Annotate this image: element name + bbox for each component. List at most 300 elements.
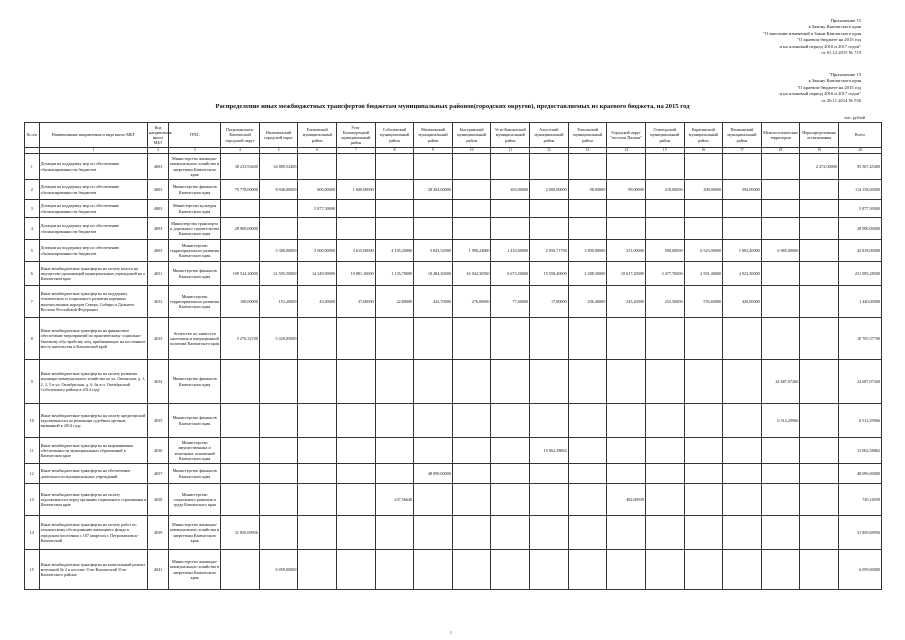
amount-cell xyxy=(414,360,453,404)
amount-cell xyxy=(221,240,260,262)
transfer-code: 4039 xyxy=(148,516,169,550)
amount-cell xyxy=(530,484,569,516)
amount-cell xyxy=(530,360,569,404)
amount-cell xyxy=(452,550,491,590)
amount-cell xyxy=(375,438,414,464)
amount-cell xyxy=(568,154,607,180)
column-header: Нераспределенные ассигнования xyxy=(800,123,839,148)
amount-cell: 108,00000 xyxy=(221,286,260,318)
amount-cell: 422,70000 xyxy=(414,286,453,318)
amount-cell xyxy=(800,550,839,590)
table-row xyxy=(25,318,882,360)
amount-cell xyxy=(530,218,569,240)
header-line: "О краевом бюджете на 2015 год xyxy=(797,84,861,90)
amount-cell xyxy=(452,404,491,438)
amount-cell xyxy=(723,404,762,438)
amount-cell xyxy=(684,154,723,180)
transfer-code: 4036 xyxy=(148,438,169,464)
amount-cell xyxy=(337,516,376,550)
transfer-code: 4034 xyxy=(148,360,169,404)
table-row xyxy=(25,516,882,550)
transfer-code: 4003 xyxy=(148,218,169,240)
total-cell: 28 900,00000 xyxy=(838,218,881,240)
amount-cell xyxy=(298,484,337,516)
amount-cell xyxy=(607,516,646,550)
amount-cell: 8 946,00000 xyxy=(259,180,298,200)
amount-cell xyxy=(800,516,839,550)
amount-cell xyxy=(607,550,646,590)
header-line: "О внесении изменений в Закон Камчатского края xyxy=(763,30,861,36)
amount-cell xyxy=(298,438,337,464)
amount-cell xyxy=(761,154,800,180)
grbs-name: Министерство финансов Камчатского края xyxy=(169,262,221,286)
transfer-name: Иные межбюджетные трансферты на оплату налога на имущество организаций муниципальных учреждений на о Камчатском крае xyxy=(39,262,148,286)
column-header: Наименование направления и вида иного МБТ xyxy=(39,123,148,148)
amount-cell: 6 985,00000 xyxy=(761,240,800,262)
table-row xyxy=(25,360,882,404)
amount-cell xyxy=(414,404,453,438)
column-header: Петропавловск-Камчатский городской округ xyxy=(221,123,260,148)
grbs-name: Министерство территориального развития Камчатского края xyxy=(169,286,221,318)
total-cell: 31 856,69956 xyxy=(838,516,881,550)
amount-cell xyxy=(414,200,453,218)
row-number: 5 xyxy=(25,240,40,262)
amount-cell: 237,56640 xyxy=(375,484,414,516)
amount-cell xyxy=(259,404,298,438)
transfer-name: Иные межбюджетные трансферты на выравнивание обеспеченности муниципальных образований в Камчатском крае xyxy=(39,438,148,464)
table-row xyxy=(25,180,882,200)
amount-cell: 153,20000 xyxy=(259,286,298,318)
amount-cell xyxy=(298,516,337,550)
header-line: к Закону Камчатского края xyxy=(808,78,861,84)
amount-cell xyxy=(568,464,607,484)
amount-cell xyxy=(452,516,491,550)
document-title: Распределение иных межбюджетных трансфертов бюджетам муниципальных районов(городских округов), предоставляемых из краевого бюджета, на 2015 год xyxy=(215,103,690,110)
amount-cell xyxy=(607,154,646,180)
amount-cell xyxy=(684,200,723,218)
amount-cell xyxy=(221,200,260,218)
amount-cell xyxy=(452,218,491,240)
amount-cell xyxy=(607,318,646,360)
transfer-name: Иные межбюджетные трансферты на поддержку технического и социального развития коренных малочисленных народов Севера, Сибири и Дальнего Востока Российской Федерации xyxy=(39,286,148,318)
amount-cell xyxy=(259,360,298,404)
amount-cell: 276,00000 xyxy=(452,286,491,318)
transfer-code: 4031 xyxy=(148,262,169,286)
total-cell: 42 818,00000 xyxy=(838,240,881,262)
grbs-name: Министерство финансов Камчатского края xyxy=(169,404,221,438)
total-cell: 114 158,00000 xyxy=(838,180,881,200)
row-number: 9 xyxy=(25,360,40,404)
amount-cell: 24 687,07260 xyxy=(761,360,800,404)
grbs-name: Министерство финансов Камчатского края xyxy=(169,464,221,484)
index-cell: 9 xyxy=(414,148,453,154)
column-header: Быстринский муниципальный район xyxy=(452,123,491,148)
amount-cell: 31 856,69956 xyxy=(221,516,260,550)
amount-cell: 19 558,40000 xyxy=(530,262,569,286)
amount-cell xyxy=(337,154,376,180)
amount-cell xyxy=(723,438,762,464)
amount-cell: 800,00000 xyxy=(298,180,337,200)
amount-cell xyxy=(723,464,762,484)
amount-cell: 2 472,00000 xyxy=(800,154,839,180)
amount-cell xyxy=(221,484,260,516)
amount-cell xyxy=(684,438,723,464)
transfer-name: Дотации на поддержку мер по обеспечению сбалансированности бюджетов xyxy=(39,240,148,262)
transfer-name: Иные межбюджетные трансферты на обеспечение деятельности муниципальных учреждений xyxy=(39,464,148,484)
table-row xyxy=(25,484,882,516)
table-row xyxy=(25,286,882,318)
amount-cell xyxy=(568,218,607,240)
amount-cell: 3 800,00000 xyxy=(568,240,607,262)
amount-cell xyxy=(491,360,530,404)
amount-cell xyxy=(761,180,800,200)
amount-cell xyxy=(568,516,607,550)
column-header: Мильковский муниципальный район xyxy=(414,123,453,148)
amount-cell xyxy=(684,484,723,516)
amount-cell xyxy=(298,218,337,240)
row-number: 10 xyxy=(25,404,40,438)
amount-cell xyxy=(645,200,684,218)
transfer-name: Дотации на поддержку мер по обеспечению сбалансированности бюджетов xyxy=(39,180,148,200)
amount-cell xyxy=(414,516,453,550)
column-header: ГРБС xyxy=(169,123,221,148)
column-header: Тигильский муниципальный район xyxy=(568,123,607,148)
column-header: Усть-Камчатский муниципальный район xyxy=(491,123,530,148)
amount-cell xyxy=(530,464,569,484)
row-number: 3 xyxy=(25,200,40,218)
amount-cell xyxy=(491,516,530,550)
amount-cell xyxy=(452,464,491,484)
amount-cell xyxy=(259,200,298,218)
amount-cell xyxy=(607,404,646,438)
amount-cell xyxy=(530,404,569,438)
amount-cell xyxy=(491,550,530,590)
amount-cell xyxy=(645,154,684,180)
grbs-name: Министерство жилищно-коммунального хозяйства и энергетики Камчатского края xyxy=(169,516,221,550)
amount-cell xyxy=(337,318,376,360)
amount-cell: 4 105,20000 xyxy=(375,240,414,262)
amount-cell xyxy=(491,218,530,240)
amount-cell xyxy=(684,318,723,360)
amount-cell xyxy=(800,318,839,360)
amount-cell xyxy=(800,262,839,286)
amount-cell xyxy=(684,464,723,484)
column-header: Олюторский муниципальный район xyxy=(645,123,684,148)
amount-cell xyxy=(337,438,376,464)
total-cell: 95 567,45400 xyxy=(838,154,881,180)
amount-cell xyxy=(723,218,762,240)
grbs-name: Министерство транспорта и дорожного строительства Камчатского края xyxy=(169,218,221,240)
amount-cell: 6 673,50000 xyxy=(491,262,530,286)
amount-cell: 98,00000 xyxy=(568,180,607,200)
row-number: 7 xyxy=(25,286,40,318)
amount-cell xyxy=(259,516,298,550)
amount-cell: 576,60000 xyxy=(684,286,723,318)
column-header: № п/п xyxy=(25,123,40,148)
amount-cell: 28 900,00000 xyxy=(221,218,260,240)
index-cell: 17 xyxy=(723,148,762,154)
amount-cell xyxy=(452,484,491,516)
amount-cell: 17,80000 xyxy=(530,286,569,318)
amount-cell: 5 877,30000 xyxy=(298,200,337,218)
table-row xyxy=(25,218,882,240)
index-cell: 5 xyxy=(259,148,298,154)
amount-cell: 16 044,30500 xyxy=(452,262,491,286)
amount-cell xyxy=(491,154,530,180)
index-cell: 8 xyxy=(375,148,414,154)
header-line: "Приложение 15 xyxy=(828,72,861,77)
table-row xyxy=(25,240,882,262)
header-line: к Закону Камчатского края xyxy=(808,24,861,30)
total-cell: 15 062,58862 xyxy=(838,438,881,464)
amount-cell xyxy=(221,464,260,484)
amount-cell xyxy=(221,438,260,464)
amount-cell xyxy=(491,318,530,360)
amount-cell xyxy=(645,484,684,516)
grbs-name: Агентство по занятости населения и миграционной политике Камчатского края xyxy=(169,318,221,360)
header-line: Приложение 15 xyxy=(830,18,861,23)
total-cell: 6 059,00000 xyxy=(838,550,881,590)
amount-cell: 99,00000 xyxy=(607,180,646,200)
transfer-code: 4032 xyxy=(148,286,169,318)
index-cell: 10 xyxy=(452,148,491,154)
transfer-name: Дотации на поддержку мер по обеспечению сбалансированности бюджетов xyxy=(39,200,148,218)
amount-cell xyxy=(761,200,800,218)
amount-cell: 14 249,90000 xyxy=(298,262,337,286)
amount-cell: 252,50000 xyxy=(645,286,684,318)
amount-cell: 28 204,00000 xyxy=(414,180,453,200)
amount-cell xyxy=(607,200,646,218)
amount-cell xyxy=(375,218,414,240)
total-cell: 720,16939 xyxy=(838,484,881,516)
transfer-name: Иные межбюджетные трансферты на оплату развития жилищно-коммунального хозяйства по ул. Океанская, д. 1, 2, 3, 5 и ул. Октябрьская, д. 6, 6а в п. Октябрьский Соболевского района в 2014 году xyxy=(39,360,148,404)
column-header: Карагинский муниципальный район xyxy=(684,123,723,148)
table-row xyxy=(25,154,882,180)
amount-cell xyxy=(259,218,298,240)
amount-cell xyxy=(375,550,414,590)
total-cell: 5 877,30000 xyxy=(838,200,881,218)
table-row xyxy=(25,404,882,438)
header-line: и на плановый период 2016 и 2017 годов" xyxy=(779,43,861,49)
amount-cell xyxy=(800,484,839,516)
table-row xyxy=(25,464,882,484)
table-body xyxy=(25,154,882,590)
column-header: Межпоселенческие территории xyxy=(761,123,800,148)
amount-cell: 4 923,30000 xyxy=(723,262,762,286)
row-number: 8 xyxy=(25,318,40,360)
table-row xyxy=(25,262,882,286)
transfer-code: 4037 xyxy=(148,464,169,484)
row-number: 6 xyxy=(25,262,40,286)
amount-cell: 203,00000 xyxy=(491,180,530,200)
amount-cell: 48 090,00000 xyxy=(414,464,453,484)
amount-cell xyxy=(761,318,800,360)
amount-cell: 43,00000 xyxy=(298,286,337,318)
amount-cell xyxy=(723,360,762,404)
amount-cell: 1 135,70000 xyxy=(375,262,414,286)
amount-cell xyxy=(645,464,684,484)
amount-cell xyxy=(645,438,684,464)
amount-cell xyxy=(414,318,453,360)
amount-cell xyxy=(452,180,491,200)
amount-cell xyxy=(607,464,646,484)
transfer-code: 4041 xyxy=(148,550,169,590)
amount-cell xyxy=(607,218,646,240)
amount-cell xyxy=(568,404,607,438)
amount-cell: 206,40000 xyxy=(568,286,607,318)
amount-cell xyxy=(414,154,453,180)
index-cell: 15 xyxy=(645,148,684,154)
amount-cell: 15 062,58862 xyxy=(530,438,569,464)
amount-cell xyxy=(491,438,530,464)
column-header: Городской округ "поселок Палана" xyxy=(607,123,646,148)
amount-cell: 1 600,00000 xyxy=(337,180,376,200)
grbs-name: Министерство финансов Камчатского края xyxy=(169,180,221,200)
column-header: Пенжинский муниципальный район xyxy=(723,123,762,148)
amount-cell: 3 615,00000 xyxy=(337,240,376,262)
amount-cell xyxy=(375,200,414,218)
grbs-name: Министерство жилищно-коммунального хозяйства и энергетики Камчатского края xyxy=(169,550,221,590)
amount-cell: 420,00000 xyxy=(723,286,762,318)
amount-cell xyxy=(491,484,530,516)
transfer-code: 4035 xyxy=(148,404,169,438)
amount-cell xyxy=(259,464,298,484)
column-header: Алеутский муниципальный район xyxy=(530,123,569,148)
table-row xyxy=(25,550,882,590)
amount-cell xyxy=(568,484,607,516)
transfer-name: Иные межбюджетные трансферты на финансовое обеспечение мероприятий по практическому социально-бытовому обустройству лиц, прибывающих на постоянное место жительства в Камчатский край xyxy=(39,318,148,360)
amount-cell xyxy=(800,286,839,318)
transfer-code: 4003 xyxy=(148,154,169,180)
amount-cell: 500,00000 xyxy=(645,240,684,262)
amount-cell xyxy=(761,464,800,484)
amount-cell xyxy=(298,404,337,438)
transfer-name: Дотации на поддержку мер по обеспечению сбалансированности бюджетов xyxy=(39,154,148,180)
amount-cell xyxy=(530,516,569,550)
amount-cell xyxy=(414,550,453,590)
row-number: 4 xyxy=(25,218,40,240)
column-header: Усть-Большерецкий муниципальный район xyxy=(337,123,376,148)
amount-cell xyxy=(337,550,376,590)
amount-cell xyxy=(491,404,530,438)
row-number: 11 xyxy=(25,438,40,464)
amount-cell xyxy=(452,200,491,218)
amount-cell xyxy=(337,218,376,240)
amount-cell: 6 523,00000 xyxy=(684,240,723,262)
amount-cell xyxy=(800,404,839,438)
total-cell: 10 705,37700 xyxy=(838,318,881,360)
amount-cell: 22,80000 xyxy=(375,286,414,318)
amount-cell xyxy=(568,360,607,404)
amount-cell: 5 000,00000 xyxy=(298,240,337,262)
amount-cell xyxy=(761,484,800,516)
row-number: 2 xyxy=(25,180,40,200)
grbs-name: Министерство финансов Камчатского края xyxy=(169,360,221,404)
index-cell: 7 xyxy=(337,148,376,154)
amount-cell: 79 778,00000 xyxy=(221,180,260,200)
amount-cell xyxy=(375,360,414,404)
total-cell: 24 687,07260 xyxy=(838,360,881,404)
index-cell: 16 xyxy=(684,148,723,154)
amount-cell xyxy=(298,464,337,484)
amount-cell: 2 000,00000 xyxy=(530,180,569,200)
amount-cell xyxy=(414,484,453,516)
amount-cell xyxy=(568,550,607,590)
amount-cell: 38 233,93400 xyxy=(221,154,260,180)
amount-cell xyxy=(375,464,414,484)
row-number: 14 xyxy=(25,516,40,550)
amount-cell xyxy=(723,318,762,360)
amount-cell xyxy=(530,318,569,360)
transfer-name: Иные межбюджетные трансферты на оплату кредиторской задолженности по решениям судебных органов, вызванной в 2014 году xyxy=(39,404,148,438)
amount-cell: 2 050,71790 xyxy=(530,240,569,262)
amount-cell xyxy=(452,318,491,360)
amount-cell xyxy=(645,218,684,240)
index-cell: 19 xyxy=(800,148,839,154)
amount-cell: 37,60000 xyxy=(337,286,376,318)
column-header: Соболевский муниципальный район xyxy=(375,123,414,148)
amount-cell xyxy=(298,154,337,180)
row-number: 1 xyxy=(25,154,40,180)
grbs-name: Министерство социального развития и труда Камчатского края xyxy=(169,484,221,516)
amount-cell xyxy=(298,318,337,360)
amount-cell xyxy=(337,484,376,516)
index-cell: 1 xyxy=(39,148,148,154)
amount-cell xyxy=(645,318,684,360)
amount-cell xyxy=(607,438,646,464)
header-line: от 26.11.2014 № 536 xyxy=(821,97,861,103)
unit-label: тыс. рублей xyxy=(844,115,865,120)
transfer-name: Иные межбюджетные трансферты на оплату работ по техническому обследованию жилищного фонда в городском поселении с 107 квартала г. Петропавловск-Камчатский xyxy=(39,516,148,550)
amount-cell xyxy=(221,404,260,438)
amount-cell xyxy=(375,404,414,438)
total-cell: 1 440,00000 xyxy=(838,286,881,318)
amount-cell: 594,00000 xyxy=(723,180,762,200)
amount-cell xyxy=(800,464,839,484)
amount-cell xyxy=(761,550,800,590)
amount-cell xyxy=(375,180,414,200)
column-header: Елизовский муниципальный район xyxy=(298,123,337,148)
amount-cell: 551,00000 xyxy=(607,240,646,262)
amount-cell: 2 591,40000 xyxy=(684,262,723,286)
amount-cell xyxy=(800,438,839,464)
header-line: от 01.12.2015 № 719 xyxy=(821,50,861,56)
transfer-name: Иные межбюджетные трансферты на капитальный ремонт котельной № 2 в поселке Усть-Камчатский Усть-Камчатского района xyxy=(39,550,148,590)
amount-cell xyxy=(530,154,569,180)
amount-cell xyxy=(723,484,762,516)
amount-cell: 5 429,05000 xyxy=(259,318,298,360)
amount-cell xyxy=(337,200,376,218)
table-header-row xyxy=(25,123,882,148)
index-cell: 13 xyxy=(568,148,607,154)
amount-cell xyxy=(221,360,260,404)
amount-cell xyxy=(530,200,569,218)
amount-cell xyxy=(452,154,491,180)
amount-cell xyxy=(684,404,723,438)
amount-cell xyxy=(800,240,839,262)
amount-cell xyxy=(375,318,414,360)
total-cell: 48 090,00000 xyxy=(838,464,881,484)
amount-cell: 5 276,32700 xyxy=(221,318,260,360)
amount-cell xyxy=(800,360,839,404)
amount-cell xyxy=(259,484,298,516)
amount-cell xyxy=(645,404,684,438)
amount-cell: 5 843,52000 xyxy=(414,240,453,262)
amount-cell xyxy=(684,516,723,550)
amount-cell: 1 410,00000 xyxy=(491,240,530,262)
header-appendix-original xyxy=(780,72,861,104)
amount-cell: 5 300,00000 xyxy=(259,240,298,262)
